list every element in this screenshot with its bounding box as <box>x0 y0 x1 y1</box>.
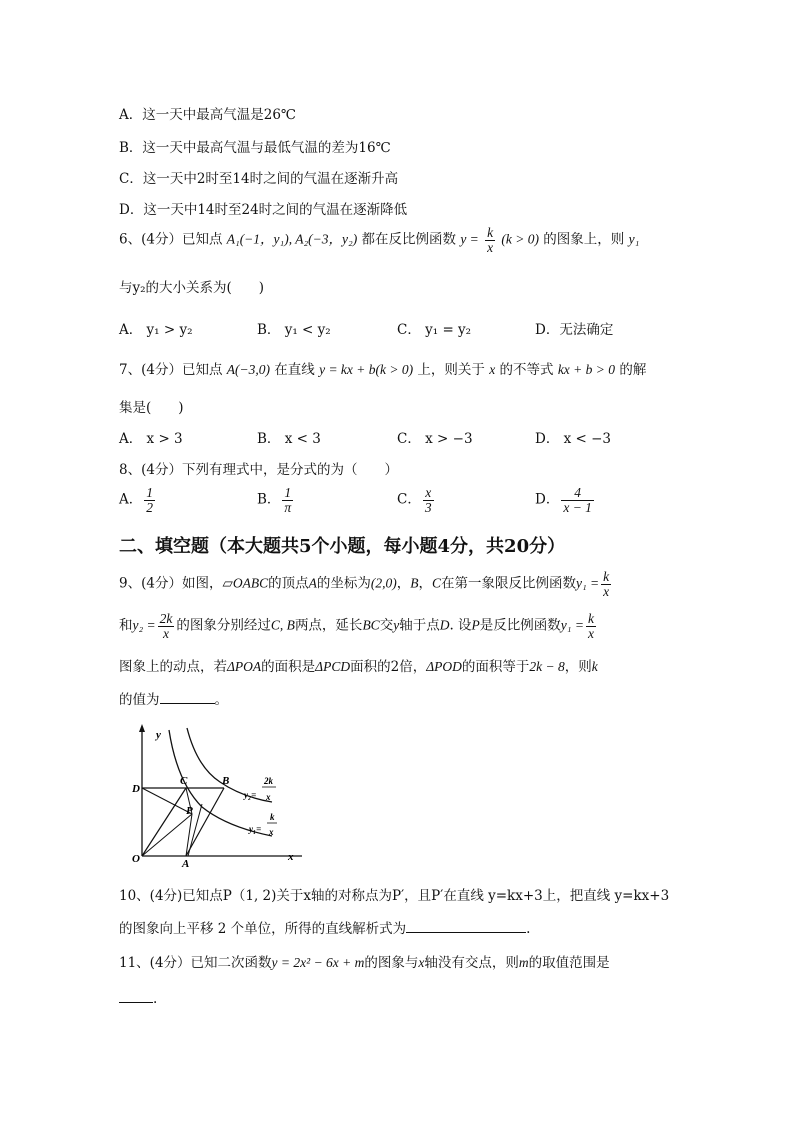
q7-stem <box>119 358 646 378</box>
label-o: O <box>132 853 140 865</box>
q10-line2: 的图象向上平移 2 个单位，所得的直线解析式为 . <box>119 921 531 937</box>
q11-line1: 11、(4分）已知二次函数y = 2x² − 6x + m的图象与x轴没有交点，则m的取值范围是 <box>119 955 610 971</box>
q6-points: A₁(−1，y₁), A₂(−3，y₂) <box>226 231 358 247</box>
y-axis-label: y <box>156 729 161 741</box>
q5-option-b: B．这一天中最高气温与最低气温的差为16℃ <box>119 140 391 156</box>
q6-stem <box>119 226 639 254</box>
label-d: D <box>132 783 140 795</box>
q9-line2: 和y₂ = $\frac{2k}{x}$ 的图象分别经过C, B两点，延长BC交y轴于点D. 设P是反比例函数y₁ = $\frac{k}{x}$ <box>119 611 594 641</box>
q9-line3: 图象上的动点，若ΔPOA的面积是ΔPCD面积的2倍，ΔPOD的面积等于2k − 8，则k <box>119 659 598 675</box>
q6-func-lhs: y = <box>460 231 479 247</box>
q9-line4: 的值为 。 <box>119 692 228 708</box>
q7-line: y = kx + b(k > 0) <box>319 362 414 377</box>
section-title: 二、填空题（本大题共5个小题，每小题4分，共20分） <box>119 536 566 557</box>
label-p: P <box>186 805 193 817</box>
curve-y2 <box>187 728 272 802</box>
label-y2-num: 2k <box>264 776 273 786</box>
q9-line1: 9、(4分）如图，▱OABC的顶点A的坐标为(2,0)，B，C在第一象限反比例函数y₁ = $\frac{k}{x}$ <box>119 569 610 599</box>
q7-line2: 集是( ) <box>119 400 184 416</box>
q6-option-b: B． y₁ < y₂ <box>257 322 331 338</box>
q6-mid: 都在反比例函数 <box>361 231 457 248</box>
label-c: C <box>180 775 188 787</box>
x-axis-label: x <box>288 851 294 863</box>
q6-line2: 与y₂的大小关系为( ) <box>119 280 265 296</box>
q8-stem: 8、(4分）下列有理式中，是分式的为（ ） <box>119 462 398 478</box>
q6-fraction: $\frac{k}{x}$ <box>487 225 494 255</box>
segment-op <box>142 814 192 856</box>
q7-option-c: C． x > −3 <box>397 431 473 447</box>
q7-option-d: D． x < −3 <box>535 431 612 447</box>
q11-line2: . <box>119 990 157 1007</box>
q7-suffix: 的解 <box>619 362 647 378</box>
q6-suffix-var: y₁ <box>628 231 640 247</box>
q7-option-b: B． x < 3 <box>257 431 321 447</box>
label-y2: y₂= <box>244 790 257 800</box>
label-y1-den: x <box>269 827 274 837</box>
label-b: B <box>222 775 230 787</box>
q6-option-a: A． y₁ > y₂ <box>119 322 193 338</box>
q10-line1: 10、(4分)已知点P（1, 2)关于x轴的对称点为P′，且P′在直线 y=kx+3上，把直线 y=kx+3 <box>119 888 670 904</box>
y-axis-arrow <box>139 724 145 732</box>
q7-var: x <box>489 362 496 377</box>
q7-option-a: A． x > 3 <box>119 431 183 447</box>
q7-mid2: 上，则关于 <box>417 362 485 378</box>
q8-option-d: D． $\frac{4}{x - 1}$ <box>535 485 592 515</box>
q5-option-d: D．这一天中14时至24时之间的气温在逐渐降低 <box>119 202 408 218</box>
q6-option-c: C． y₁ = y₂ <box>397 322 472 338</box>
q8-option-c: C． $\frac{x}{3}$ <box>397 485 432 515</box>
q6-prefix: 6、(4分）已知点 <box>119 231 223 248</box>
q5-option-c: C．这一天中2时至14时之间的气温在逐渐升高 <box>119 171 399 187</box>
q8-option-a: A． $\frac{1}{2}$ <box>119 485 153 515</box>
q5-option-a: A．这一天中最高气温是26℃ <box>119 107 297 123</box>
q9-figure <box>132 722 312 867</box>
q6-suffix: 的图象上，则 <box>543 231 625 248</box>
q7-mid3: 的不等式 <box>499 362 554 378</box>
label-y1-num: k <box>270 812 275 822</box>
q7-prefix: 7、(4分）已知点 <box>119 362 223 378</box>
label-y2-den: x <box>266 792 271 802</box>
segment-dp <box>142 788 192 814</box>
q7-point: A(−3,0) <box>226 362 270 377</box>
label-y1: y₁= <box>249 824 262 834</box>
answer-blank[interactable] <box>406 920 526 933</box>
q7-ineq: kx + b > 0 <box>557 362 616 377</box>
answer-blank[interactable] <box>160 691 215 704</box>
q7-mid: 在直线 <box>274 362 315 378</box>
q6-option-d: D．无法确定 <box>535 322 614 338</box>
answer-blank[interactable] <box>119 990 153 1003</box>
segment-oc <box>142 788 186 856</box>
q8-option-b: B． $\frac{1}{\pi}$ <box>257 485 292 515</box>
label-a: A <box>182 858 190 867</box>
segment-ab <box>186 788 224 856</box>
q6-cond: (k > 0) <box>501 231 539 247</box>
